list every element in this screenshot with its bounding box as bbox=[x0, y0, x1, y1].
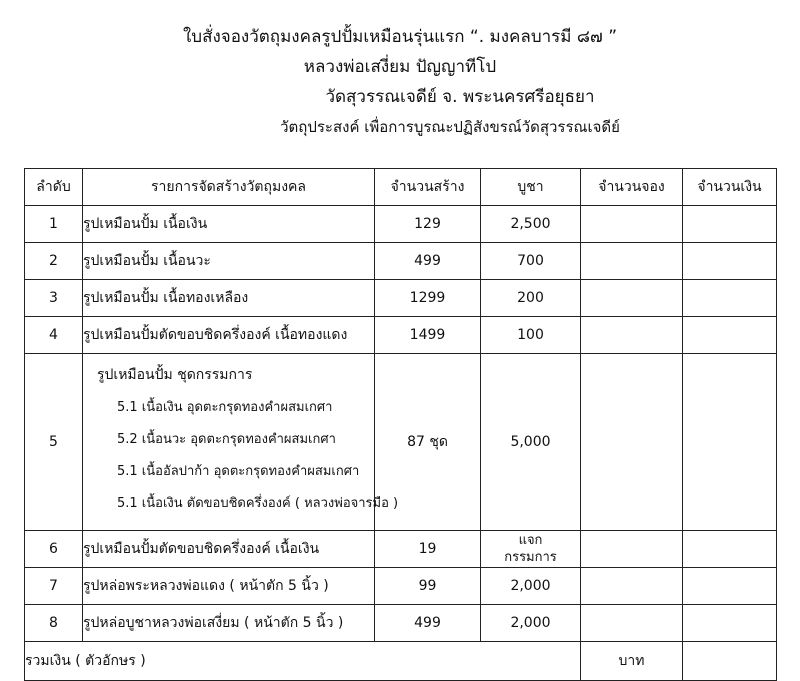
row-number: 7 bbox=[25, 568, 83, 605]
row-price: 2,500 bbox=[481, 206, 581, 243]
order-table bbox=[24, 168, 777, 681]
row-quantity-made: 87 ชุด bbox=[375, 354, 481, 531]
row-number: 3 bbox=[25, 280, 83, 317]
header-title-line-2: หลวงพ่อเสงี่ยม ปัญญาทีโป bbox=[303, 57, 497, 77]
row-quantity-made: 499 bbox=[375, 243, 481, 280]
row-number: 1 bbox=[25, 206, 83, 243]
row-amount-input[interactable] bbox=[683, 206, 777, 243]
row-amount-input[interactable] bbox=[683, 568, 777, 605]
row-quantity-reserved-input[interactable] bbox=[581, 605, 683, 642]
row-quantity-reserved-input[interactable] bbox=[581, 354, 683, 531]
table-row-committee-set bbox=[25, 354, 777, 531]
row-quantity-reserved-input[interactable] bbox=[581, 206, 683, 243]
row-price: 700 bbox=[481, 243, 581, 280]
row-price-group bbox=[481, 531, 581, 568]
column-header-amount: จำนวนเงิน bbox=[683, 169, 777, 206]
row-quantity-made: 1499 bbox=[375, 317, 481, 354]
row-number: 5 bbox=[25, 354, 83, 531]
header-title-line-3: วัดสุวรรณเจดีย์ จ. พระนครศรีอยุธยา bbox=[325, 87, 595, 107]
row-number: 6 bbox=[25, 531, 83, 568]
table-row bbox=[25, 568, 777, 605]
row-quantity-made: 499 bbox=[375, 605, 481, 642]
row-quantity-made: 129 bbox=[375, 206, 481, 243]
row-quantity-made: 99 bbox=[375, 568, 481, 605]
document-header bbox=[0, 0, 800, 142]
row-number: 8 bbox=[25, 605, 83, 642]
row-price-line-1: แจก bbox=[518, 533, 543, 548]
table-row bbox=[25, 280, 777, 317]
total-unit-label: บาท bbox=[581, 642, 683, 681]
row-description-group bbox=[83, 354, 399, 531]
row-amount-input[interactable] bbox=[683, 243, 777, 280]
column-header-description: รายการจัดสร้างวัตถุมงคล bbox=[83, 169, 375, 206]
row-amount-input[interactable] bbox=[683, 317, 777, 354]
row-quantity-made: 1299 bbox=[375, 280, 481, 317]
row-description: รูปเหมือนปั้มตัดขอบชิดครึ่งองค์ เนื้อเงิน bbox=[83, 531, 375, 568]
header-purpose-line: วัตถุประสงค์ เพื่อการบูรณะปฏิสังขรณ์วัดสุวรรณเจดีย์ bbox=[280, 118, 620, 136]
row-description: รูปเหมือนปั้มตัดขอบชิดครึ่งองค์ เนื้อทองแดง bbox=[83, 317, 375, 354]
row-quantity-reserved-input[interactable] bbox=[581, 317, 683, 354]
row-number: 2 bbox=[25, 243, 83, 280]
header-title-line-1: ใบสั่งจองวัตถุมงคลรูปปั้มเหมือนรุ่นแรก “. มงคลบารมี ๘๗ ” bbox=[182, 27, 618, 47]
row-price-line-2: กรรมการ bbox=[504, 550, 557, 565]
table-footer-row bbox=[25, 642, 777, 681]
table-row bbox=[25, 206, 777, 243]
table-row bbox=[25, 531, 777, 568]
column-header-price: บูชา bbox=[481, 169, 581, 206]
sub-item: 5.1 เนื้อเงิน อุดตะกรุดทองคำผสมเกศา bbox=[117, 400, 333, 415]
row-amount-input[interactable] bbox=[683, 280, 777, 317]
row-quantity-reserved-input[interactable] bbox=[581, 568, 683, 605]
row-description: รูปเหมือนปั้ม ชุดกรรมการ bbox=[97, 367, 253, 383]
column-header-no: ลำดับ bbox=[25, 169, 83, 206]
sub-item: 5.2 เนื้อนวะ อุดตะกรุดทองคำผสมเกศา bbox=[117, 432, 336, 447]
row-price: 2,000 bbox=[481, 605, 581, 642]
row-quantity-reserved-input[interactable] bbox=[581, 280, 683, 317]
table-row bbox=[25, 605, 777, 642]
row-amount-input[interactable] bbox=[683, 531, 777, 568]
row-price: 2,000 bbox=[481, 568, 581, 605]
row-price: 200 bbox=[481, 280, 581, 317]
sub-item: 5.1 เนื้อเงิน ตัดขอบชิดครึ่งองค์ ( หลวงพ่อจารมือ ) bbox=[117, 496, 399, 511]
column-header-quantity-made: จำนวนสร้าง bbox=[375, 169, 481, 206]
sub-item: 5.1 เนื้ออัลปาก้า อุดตะกรุดทองคำผสมเกศา bbox=[117, 464, 360, 479]
row-description: รูปเหมือนปั้ม เนื้อเงิน bbox=[83, 206, 375, 243]
table-row bbox=[25, 317, 777, 354]
column-header-quantity-reserved: จำนวนจอง bbox=[581, 169, 683, 206]
total-in-words-label: รวมเงิน ( ตัวอักษร ) bbox=[25, 642, 581, 681]
row-amount-input[interactable] bbox=[683, 605, 777, 642]
row-description: รูปหล่อบูชาหลวงพ่อเสงี่ยม ( หน้าตัก 5 นิ้ว ) bbox=[83, 605, 375, 642]
row-amount-input[interactable] bbox=[683, 354, 777, 531]
row-quantity-reserved-input[interactable] bbox=[581, 243, 683, 280]
total-amount-input[interactable] bbox=[683, 642, 777, 681]
row-number: 4 bbox=[25, 317, 83, 354]
row-price: 100 bbox=[481, 317, 581, 354]
row-description: รูปเหมือนปั้ม เนื้อทองเหลือง bbox=[83, 280, 375, 317]
row-description: รูปเหมือนปั้ม เนื้อนวะ bbox=[83, 243, 375, 280]
row-description: รูปหล่อพระหลวงพ่อแดง ( หน้าตัก 5 นิ้ว ) bbox=[83, 568, 375, 605]
row-quantity-reserved-input[interactable] bbox=[581, 531, 683, 568]
table-header-row bbox=[25, 169, 777, 206]
table-row bbox=[25, 243, 777, 280]
row-price: 5,000 bbox=[481, 354, 581, 531]
row-quantity-made: 19 bbox=[375, 531, 481, 568]
